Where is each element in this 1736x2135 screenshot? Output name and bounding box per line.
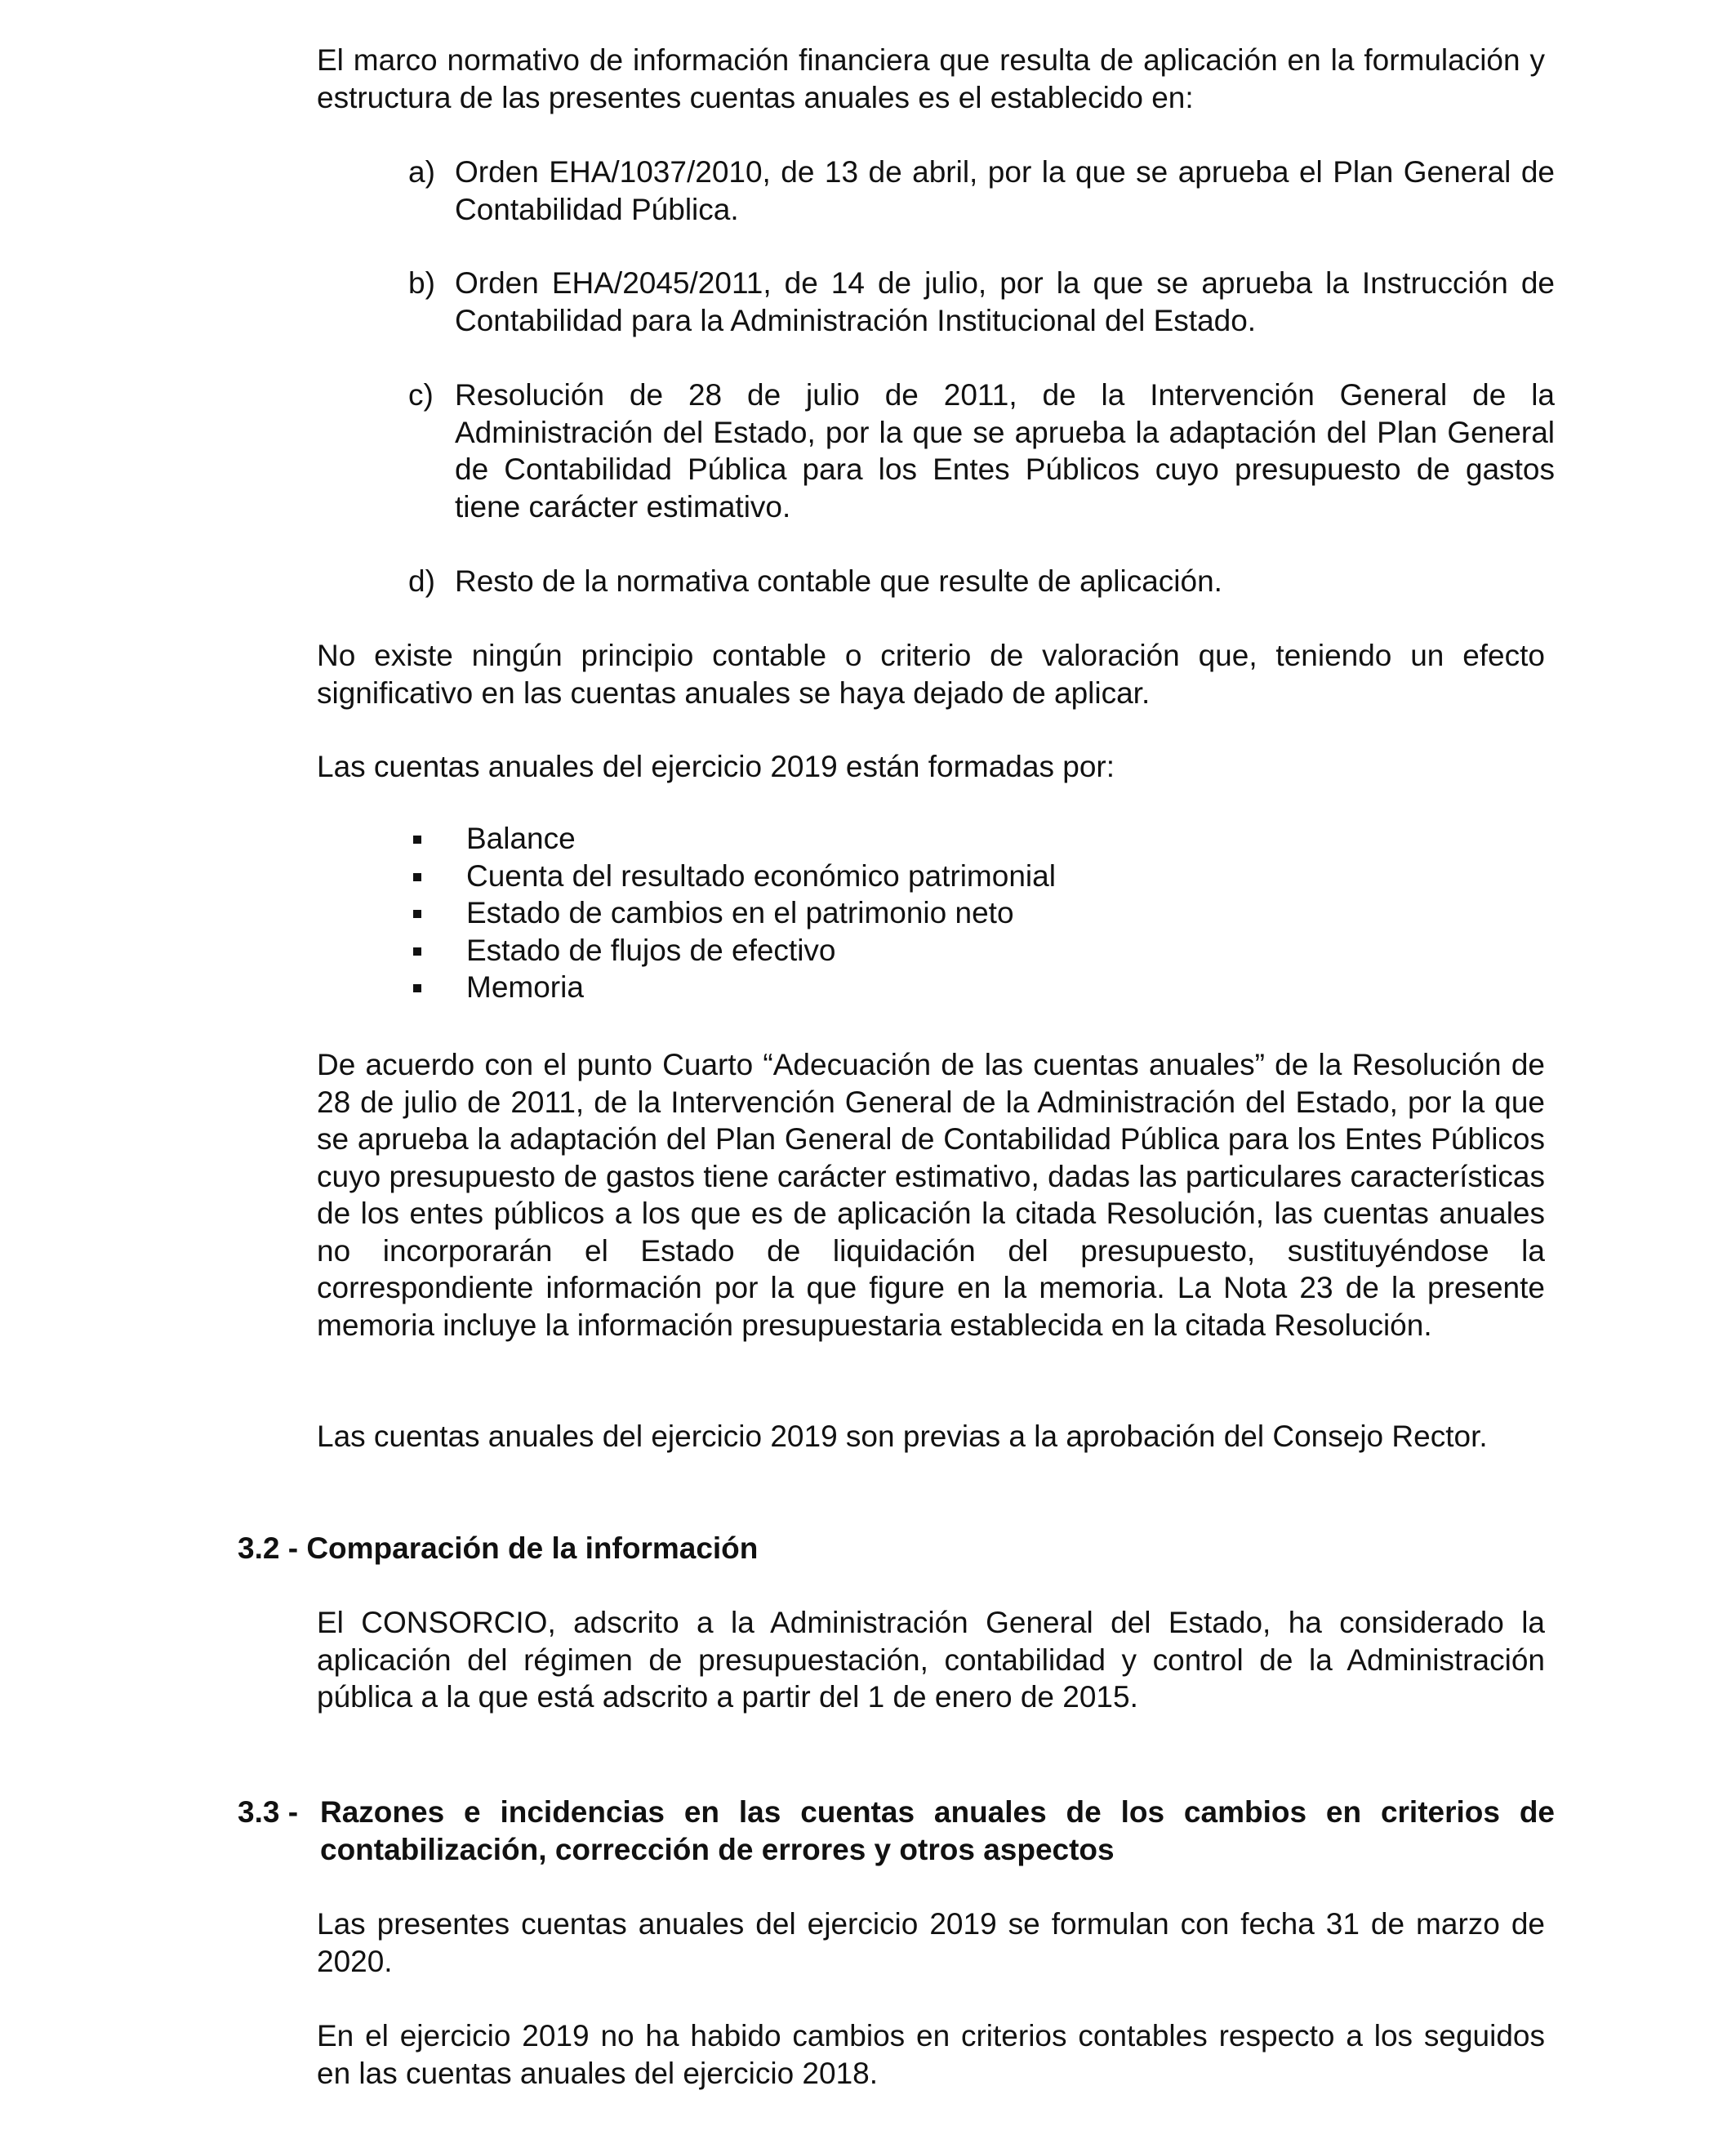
norm-marker: d) [408, 564, 435, 598]
norm-marker: c) [408, 378, 434, 412]
norm-item-a [408, 154, 1555, 228]
norm-item-d [408, 563, 1555, 600]
principles-paragraph: No existe ningún principio contable o criterio de valoración que, teniendo un efecto significativo en las cuentas anuales se haya dejado de aplicar. [317, 639, 1545, 710]
bullet-square-icon [413, 984, 421, 992]
norm-text: Orden EHA/1037/2010, de 13 de abril, por la que se aprueba el Plan General de Contabilidad Pública. [455, 155, 1555, 226]
approval-paragraph: Las cuentas anuales del ejercicio 2019 son previas a la aprobación del Consejo Rector. [317, 1420, 1488, 1453]
formulation-paragraph: Las presentes cuentas anuales del ejercicio 2019 se formulan con fecha 31 de marzo de 2020. [317, 1907, 1545, 1978]
bullet-square-icon [413, 836, 421, 844]
norm-item-b [408, 265, 1555, 339]
agreement-paragraph: De acuerdo con el punto Cuarto “Adecuación de las cuentas anuales” de la Resolución de 28 de julio de 2011, de la Intervención General de la Administración del Estado, por la que se aprueba la adaptación del Plan General de Contabilidad Pública para los Entes Públicos cuyo presupuesto de gastos tiene carácter estimativo, dadas las particulares características de los entes públicos a los que es de aplicación la citada Resolución, las cuentas anuales no incorporarán el Estado de liquidación del presupuesto, sustituyéndose la correspondiente información por la que figure en la memoria. La Nota 23 de la presente memoria incluye la información presupuestaria establecida en la citada Resolución. [317, 1048, 1545, 1342]
list-item: Cuenta del resultado económico patrimonial [408, 858, 1470, 895]
section-heading-3-3 [238, 1794, 1555, 1868]
list-item: Estado de cambios en el patrimonio neto [408, 894, 1470, 932]
norm-marker: b) [408, 266, 435, 300]
list-item: Memoria [408, 969, 1470, 1006]
section-number: 3.3 - [238, 1795, 299, 1829]
section-heading-3-2 [238, 1530, 758, 1567]
bullet-square-icon [413, 873, 421, 881]
norm-text: Orden EHA/2045/2011, de 14 de julio, por la que se aprueba la Instrucción de Contabilidad para la Administración Institucional del Estado. [455, 266, 1555, 337]
list-item: Estado de flujos de efectivo [408, 932, 1470, 969]
section-number: 3.2 - [238, 1531, 299, 1565]
norm-text: Resolución de 28 de julio de 2011, de la Intervención General de la Administración del Estado, por la que se aprueba la adaptación del Plan General de Contabilidad Pública para los Entes Públicos cuyo presupuesto de gastos tiene carácter estimativo. [455, 378, 1555, 524]
intro-paragraph: El marco normativo de información financiera que resulta de aplicación en la formulación y estructura de las presentes cuentas anuales es el establecido en: [317, 43, 1545, 114]
accounts-intro: Las cuentas anuales del ejercicio 2019 están formadas por: [317, 750, 1115, 783]
accounts-list [408, 820, 1470, 1006]
list-item: Balance [408, 820, 1470, 858]
comparison-paragraph: El CONSORCIO, adscrito a la Administración General del Estado, ha considerado la aplicación del régimen de presupuestación, contabilidad y control de la Administración pública a la que está adscrito a partir del 1 de enero de 2015. [317, 1606, 1545, 1714]
bullet-square-icon [413, 947, 421, 956]
section-title: Razones e incidencias en las cuentas anuales de los cambios en criterios de contabilización, corrección de errores y otros aspectos [320, 1795, 1555, 1866]
norm-text: Resto de la normativa contable que resulte de aplicación. [455, 564, 1222, 598]
section-title: Comparación de la información [306, 1531, 759, 1565]
criteria-paragraph: En el ejercicio 2019 no ha habido cambios en criterios contables respecto a los seguidos en las cuentas anuales del ejercicio 2018. [317, 2019, 1545, 2090]
bullet-square-icon [413, 910, 421, 918]
norm-marker: a) [408, 155, 435, 189]
norm-item-c [408, 377, 1555, 525]
